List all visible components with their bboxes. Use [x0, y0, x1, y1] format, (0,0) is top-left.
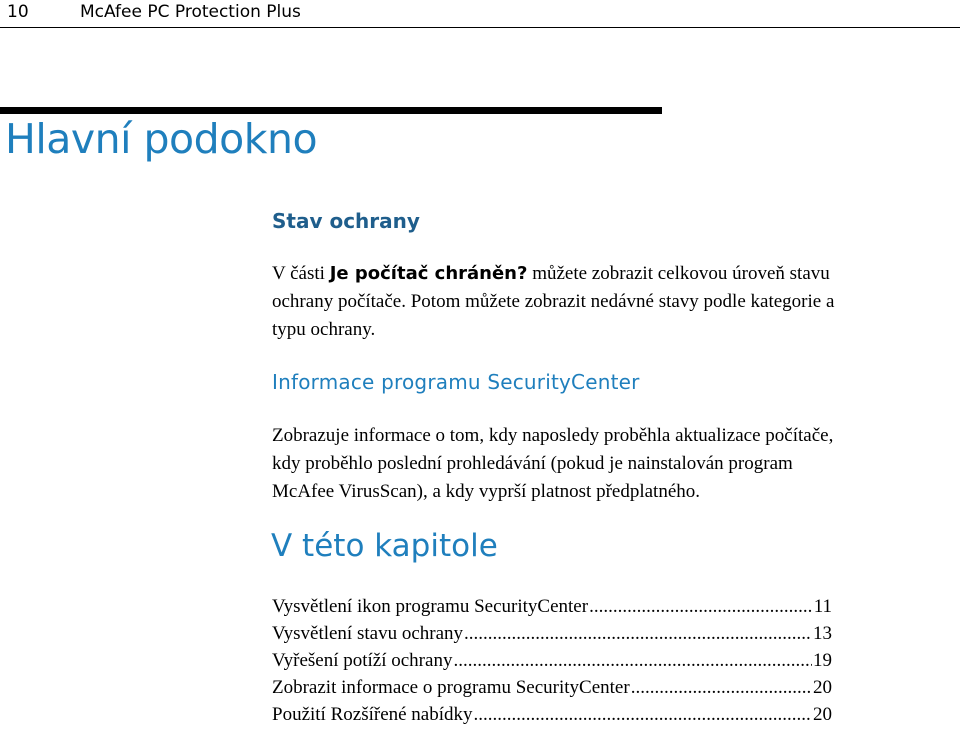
page-number: 10 [7, 2, 29, 22]
paragraph-informace [272, 422, 960, 506]
toc-entry[interactable] [272, 596, 832, 623]
heading-informace-securitycenter: Informace programu SecurityCenter [272, 370, 640, 394]
toc-leader [464, 623, 812, 645]
paragraph-line: V části Je počítač chráněn? můžete zobrazit celkovou úroveň stavu [272, 263, 830, 284]
paragraph-line: ochrany počítače. Potom můžete zobrazit nedávné stavy podle kategorie a [272, 291, 835, 312]
page-header [0, 0, 960, 28]
paragraph-line: Zobrazuje informace o tom, kdy naposledy proběhla aktualizace počítače, [272, 425, 834, 446]
toc-leader [474, 704, 812, 726]
chapter-title: Hlavní podokno [5, 115, 318, 163]
toc-entry[interactable] [272, 677, 832, 704]
paragraph-stav-ochrany [272, 260, 960, 344]
chapter-rule [0, 107, 662, 114]
heading-stav-ochrany: Stav ochrany [272, 209, 420, 233]
toc-entry-label: Použití Rozšířené nabídky [272, 704, 473, 725]
toc-entry-label: Zobrazit informace o programu SecurityCenter [272, 677, 630, 698]
toc-entry[interactable] [272, 623, 832, 650]
toc-entry-page: 20 [813, 704, 832, 725]
toc-entry[interactable] [272, 704, 832, 731]
toc-entry-page: 20 [813, 677, 832, 698]
toc-leader [631, 677, 812, 699]
toc-leader [589, 596, 813, 618]
toc-entry-label: Vyřešení potíží ochrany [272, 650, 453, 671]
table-of-contents [272, 596, 832, 731]
emphasis-je-pocitac-chranen: Je počítač chráněn? [329, 263, 528, 284]
paragraph-line: McAfee VirusScan), a kdy vyprší platnost předplatného. [272, 481, 701, 502]
paragraph-line: kdy proběhlo poslední prohledávání (pokud je nainstalován program [272, 453, 793, 474]
heading-v-teto-kapitole: V této kapitole [271, 528, 498, 564]
document-title: McAfee PC Protection Plus [80, 2, 301, 22]
toc-leader [453, 650, 812, 672]
toc-entry-label: Vysvětlení ikon programu SecurityCenter [272, 596, 589, 617]
toc-entry-label: Vysvětlení stavu ochrany [272, 623, 464, 644]
toc-entry-page: 13 [813, 623, 832, 644]
paragraph-line: typu ochrany. [272, 319, 376, 340]
toc-entry-page: 11 [813, 596, 832, 617]
toc-entry[interactable] [272, 650, 832, 677]
toc-entry-page: 19 [813, 650, 832, 671]
